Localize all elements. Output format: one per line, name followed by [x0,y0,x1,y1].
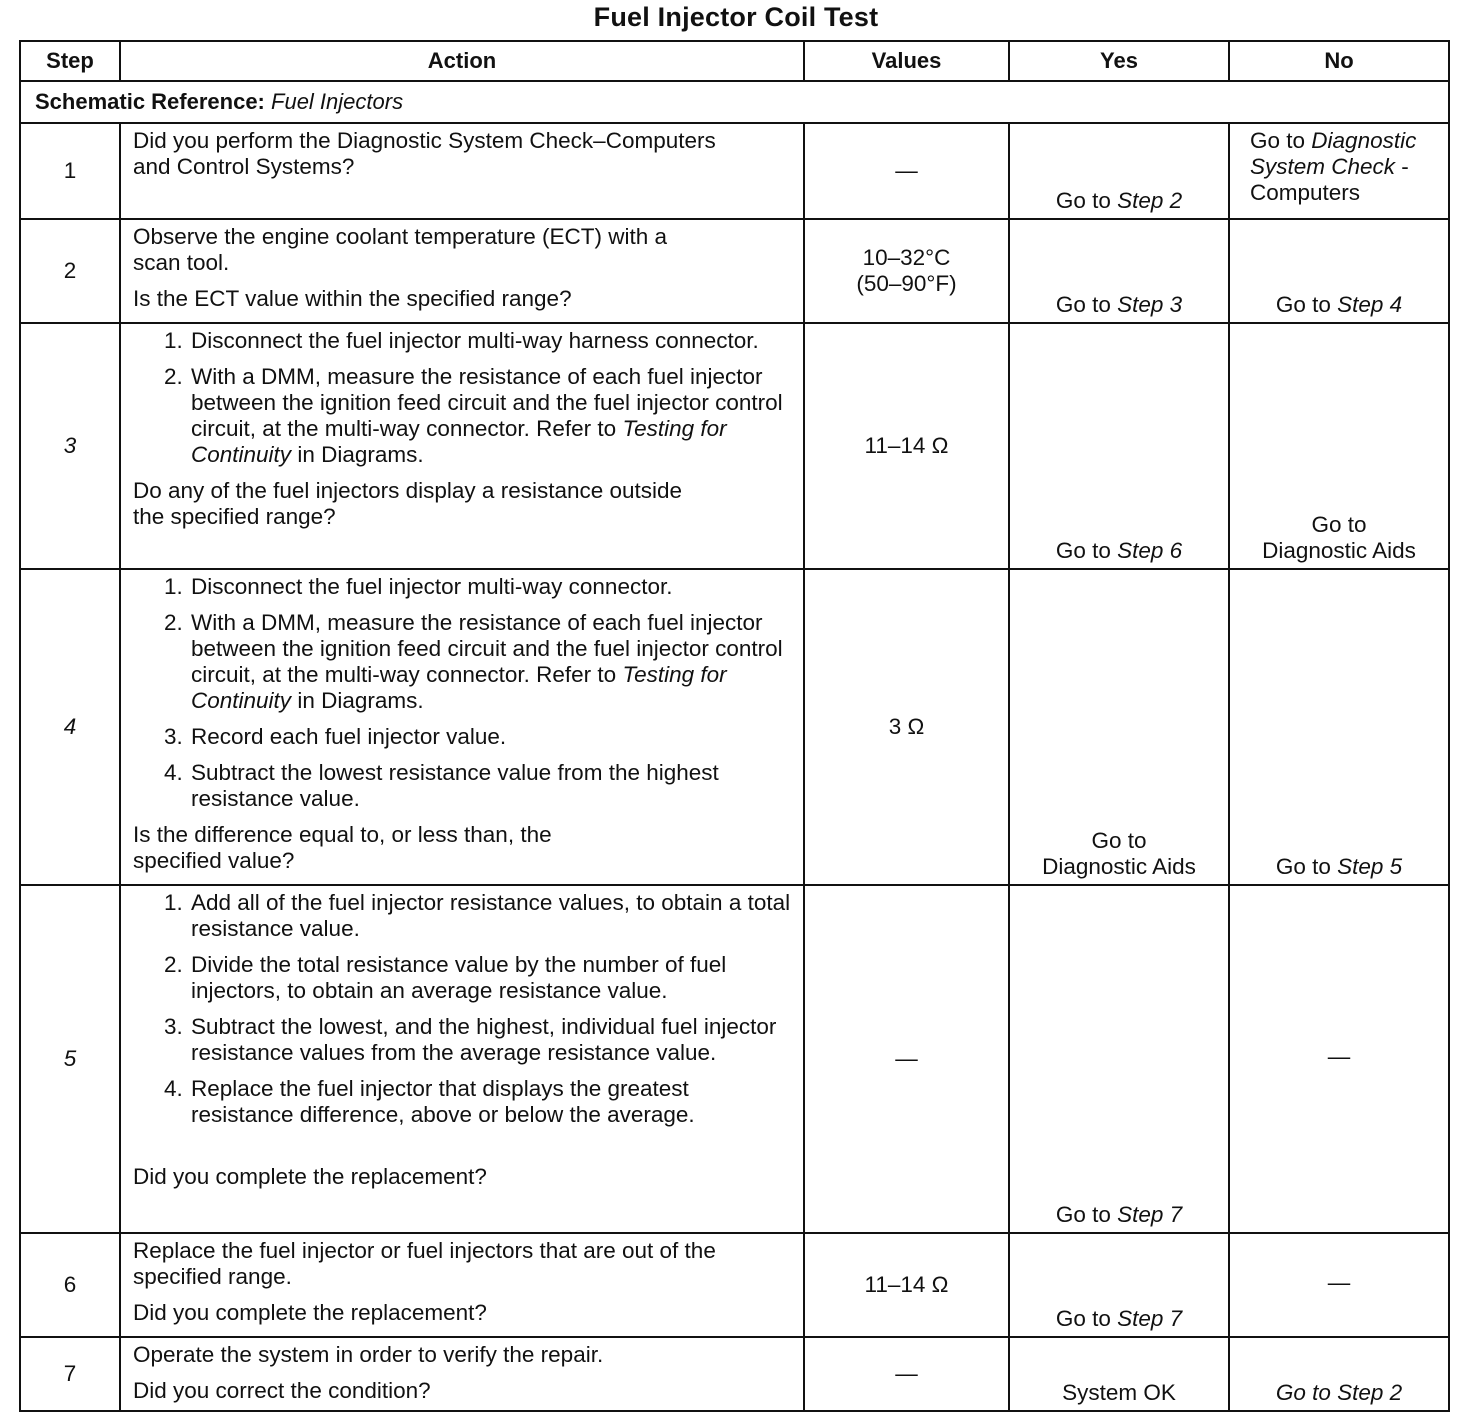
no-text: Go to [1250,128,1312,153]
question-text: the specified range? [133,504,336,529]
step-number: 3 [20,323,120,569]
no-cell [1229,123,1449,219]
no-cell: — [1229,885,1449,1233]
header-yes: Yes [1009,41,1229,81]
yes-link: Step 7 [1117,1306,1183,1331]
action-cell [120,219,804,323]
value-cell: 11–14 Ω [804,1233,1009,1337]
header-row [20,41,1449,81]
value-text: (50–90°F) [856,271,957,296]
yes-cell [1009,323,1229,569]
list-item: 3. Subtract the lowest, and the highest, individual fuel injector resistance values from the average resistance value. [189,1014,795,1066]
action-cell [120,569,804,885]
yes-text: Go to [1091,828,1147,853]
no-cell: — [1229,1233,1449,1337]
table-row [20,885,1449,1233]
header-step: Step [20,41,120,81]
yes-text: Go to [1055,1202,1118,1227]
yes-text: Go to [1055,538,1118,563]
action-list [133,890,795,1128]
action-cell [120,1233,804,1337]
yes-link: Step 2 [1117,188,1183,213]
no-text: Diagnostic Aids [1262,538,1416,563]
value-cell: 3 Ω [804,569,1009,885]
yes-cell [1009,219,1229,323]
question-text: Did you complete the replacement? [133,1300,487,1325]
action-text: Operate the system in order to verify the repair. [133,1342,604,1367]
no-cell [1229,569,1449,885]
schematic-label: Schematic Reference: [35,89,265,114]
step-number: 4 [20,569,120,885]
value-text: 10–32°C [862,245,951,270]
no-cell [1229,219,1449,323]
action-cell [120,123,804,219]
no-cell: Go to Step 2 [1229,1337,1449,1411]
value-cell: — [804,885,1009,1233]
value-cell: 11–14 Ω [804,323,1009,569]
action-cell [120,323,804,569]
value-cell: — [804,1337,1009,1411]
step-number: 1 [20,123,120,219]
no-text: Go to [1311,512,1367,537]
header-no: No [1229,41,1449,81]
action-text: Replace the fuel injector or fuel injectors that are out of the [133,1238,716,1263]
step-number: 7 [20,1337,120,1411]
header-values: Values [804,41,1009,81]
question-text: Is the ECT value within the specified range? [133,286,572,311]
yes-link: Step 6 [1117,538,1183,563]
value-cell: — [804,123,1009,219]
list-item: 4. Replace the fuel injector that displays the greatest resistance difference, above or below the average. [189,1076,795,1128]
question-text: Did you complete the replacement? [133,1164,487,1189]
question-text: Do any of the fuel injectors display a resistance outside [133,478,683,503]
yes-text: Go to [1055,188,1118,213]
question-text: Did you correct the condition? [133,1378,431,1403]
yes-cell: System OK [1009,1337,1229,1411]
schematic-row [20,81,1449,123]
yes-link: Step 7 [1117,1202,1183,1227]
no-link: Step 5 [1337,854,1403,879]
yes-text: Diagnostic Aids [1042,854,1196,879]
action-text: and Control Systems? [133,154,355,179]
table-row [20,1337,1449,1411]
yes-text: Go to [1055,1306,1118,1331]
no-text: Computers [1250,180,1361,205]
action-text: scan tool. [133,250,230,275]
action-cell [120,885,804,1233]
yes-cell [1009,885,1229,1233]
list-item: 2. With a DMM, measure the resistance of each fuel injector between the ignition feed circuit and the fuel injector control circuit, at the multi-way connector. Refer to Testing for Continuity in Diagrams. [189,610,795,714]
no-text: - [1395,154,1409,179]
page-title: Fuel Injector Coil Test [593,2,879,32]
action-text: Did you perform the Diagnostic System Check–Computers [133,128,716,153]
table-row [20,323,1449,569]
action-list [133,328,795,468]
action-list [133,574,795,812]
list-item: 2. Divide the total resistance value by the number of fuel injectors, to obtain an average resistance value. [189,952,795,1004]
yes-link: Step 3 [1117,292,1183,317]
no-text: Go to [1275,292,1338,317]
list-item: 4. Subtract the lowest resistance value from the highest resistance value. [189,760,795,812]
schematic-reference [20,81,1449,123]
no-link: System Check [1250,154,1396,179]
yes-text: Go to [1055,292,1118,317]
no-text: Go to [1275,854,1338,879]
yes-cell [1009,123,1229,219]
table-row [20,569,1449,885]
list-item: 1. Add all of the fuel injector resistance values, to obtain a total resistance value. [189,890,795,942]
step-number: 6 [20,1233,120,1337]
table-row [20,219,1449,323]
action-cell [120,1337,804,1411]
question-text: Is the difference equal to, or less than, the [133,822,552,847]
list-item: 3. Record each fuel injector value. [189,724,795,750]
no-cell [1229,323,1449,569]
list-item: 1. Disconnect the fuel injector multi-way harness connector. [189,328,795,354]
yes-cell [1009,1233,1229,1337]
table-row [20,1233,1449,1337]
no-link: Diagnostic [1311,128,1417,153]
diagnostic-table [19,40,1450,1412]
action-text: Observe the engine coolant temperature (ECT) with a [133,224,668,249]
value-cell [804,219,1009,323]
list-item: 1. Disconnect the fuel injector multi-way connector. [189,574,795,600]
table-row [20,123,1449,219]
header-action: Action [120,41,804,81]
schematic-value: Fuel Injectors [271,89,404,114]
step-number: 5 [20,885,120,1233]
question-text: specified value? [133,848,295,873]
action-text: specified range. [133,1264,292,1289]
no-link: Step 4 [1337,292,1403,317]
yes-cell [1009,569,1229,885]
list-item: 2. With a DMM, measure the resistance of each fuel injector between the ignition feed circuit and the fuel injector control circuit, at the multi-way connector. Refer to Testing for Continuity in Diagrams. [189,364,795,468]
step-number: 2 [20,219,120,323]
